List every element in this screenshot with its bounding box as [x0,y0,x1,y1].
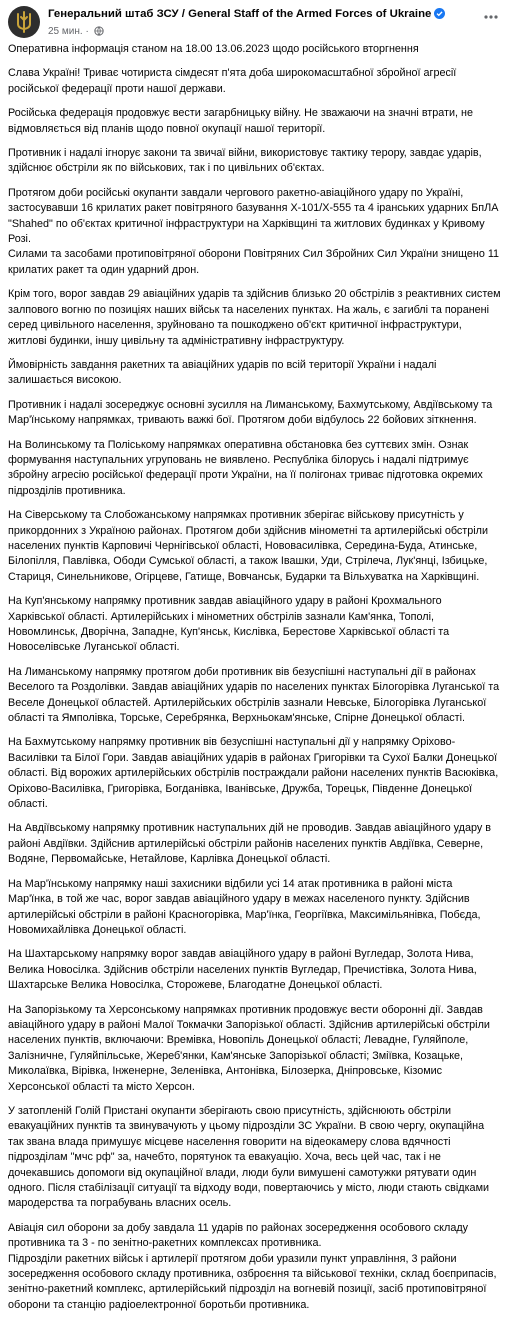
post-paragraph: На Сіверському та Слобожанському напрямках противник зберігає військову присутність у прикордонних з Україною районах. Протягом доби здійснив мінометні та артилерійські обстріли населених пунктів Карповичі Чернігівської області, Нововасилівка, Середина-Буда, Атинське, Білопілля, Павлівка, Ободи Сумської області, а також Івашки, Уди, Стрілеча, Лук'янці, Ізбицьке, Стариця, Синельникове, Огірцеве, Гатище, Вовчанськ, Бударки та Вільхуватка на Харківщині. [8,509,488,583]
post-meta [48,26,104,39]
globe-icon [94,26,104,39]
post-time[interactable]: 25 мин. · [48,26,89,37]
post-paragraph: На Бахмутському напрямку противник вів безуспішні наступальні дії у напрямку Оріхово-Василівки та Білої Гори. Завдав авіаційних ударів в районах Григорівки та Сухої Балки Донецької області. Від ворожих артилерійських обстрілів постраждали райони населених пунктів Васюківка, Оріхово-Василівка, Григорівка, Богданівка, Іванівське, Дружба, Торецьк, Південне Донецької області. [8,736,499,811]
post-paragraph: На Шахтарському напрямку ворог завдав авіаційного удару в районі Вугледар, Золота Нива, Велика Новосілка. Здійснив обстріли населених пунктів Вугледар, Пречистівка, Золота Нива, Шахтарське Велика Новосілка, Сторожеве, Благодатне Донецької області. [8,948,477,992]
post-paragraph: На Лиманському напрямку протягом доби противник вів безуспішні наступальні дії в районах Веселого та Роздолівки. Завдав авіаційних ударів по населених пунктах Білогорівка Луганської та Веселе Донецької областей. Артилерійських обстрілів зазнали Невське, Білогорівка Луганської області та Ямполівка, Торське, Серебрянка, Верхньокам'янське, Спірне Донецької області. [8,665,500,725]
post-paragraph: Слава Україні! Триває чотириста сімдесят п'ята доба широкомасштабної збройної агресії російської федерації проти нашої держави. [8,67,457,95]
verified-badge-icon [434,8,445,22]
post-paragraph: Оперативна інформація станом на 18.00 13.06.2023 щодо російського вторгнення [8,43,419,55]
post-paragraph: На Волинському та Поліському напрямках оперативна обстановка без суттєвих змін. Ознак формування наступальних угруповань не виявлено. Республіка білорусь і надалі підтримує збройну агресію російської федерації проти України, на її полігонах триває підготовка окремих підрозділів противника. [8,438,483,497]
page-avatar[interactable] [8,6,40,38]
post-header [8,6,501,40]
post-paragraph: Авіація сил оборони за добу завдала 11 ударів по районах зосередження особового складу противника та 3 - по зенітно-ракетних комплексах противника. Підрозділи ракетних військ і артилерії протягом доби уразили пункт управління, 3 райони зосередження особового складу противника, озброєння та військової техніки, склад боєприпасів, зенітно-ракетний комплекс, артилерійський підрозділ на вогневій позиції, засіб протиповітряної оборони та станцію радіоелектронної боротьби противника. [8,1221,497,1311]
post-paragraph: На Запорізькому та Херсонському напрямках противник продовжує вести оборонні дії. Завдав авіаційного удару в районі Малої Токмачки Запорізької області. Здійснив артилерійські обстріли населених пунктів, включаючи: Времівка, Новопіль Донецької області; Левадне, Гуляйполе, Залізничне, Гуляйпільське, Жереб'янки, Кам'янське Запорізької області; Зміївка, Козацьке, Миколаївка, Вірівка, Інженерне, Зеленівка, Антонівка, Білозерка, Дніпровське, Кізомис Херсонської області та місто Херсон. [8,1003,490,1093]
post-paragraph: На Авдіївському напрямку противник наступальних дій не проводив. Завдав авіаційного удару в районі Авдіївки. Здійснив артилерійські обстріли районів населених пунктів Авдіївка, Северне, Водяне, Первомайське, Нетайлове, Карлівка Донецької області. [8,822,491,866]
post-paragraph: Противник і надалі зосереджує основні зусилля на Лиманському, Бахмутському, Авдіївському та Мар'їнському напрямках, тривають важкі бої. Протягом доби відбулось 22 бойових зіткнення. [8,398,493,427]
more-options-button[interactable] [481,10,501,24]
post-paragraph: Крім того, ворог завдав 29 авіаційних ударів та здійснив близько 20 обстрілів з реактивних систем залпового вогню по позиціях наших військ та населених пунктах. На жаль, є загиблі та поранені серед цивільного населення, зруйновано та пошкоджено об'єкт критичної інфраструктури, житлові будинки, іншу цивільну та адміністративну інфраструктуру. [8,288,501,347]
more-options-icon [484,15,498,19]
post-body [8,42,501,1322]
post-paragraph: Противник і надалі ігнорує закони та звичаї війни, використовує тактику терору, завдає ударів, здійснює обстріли як по військових, так і по цивільних об'єктах. [8,147,482,175]
trident-emblem-icon [14,11,34,33]
author-name[interactable]: Генеральний штаб ЗСУ / General Staff of the Armed Forces of Ukraine [48,8,432,20]
post-paragraph: На Куп'янському напрямку противник завдав авіаційного удару в районі Крохмального Харківської області. Артилерійських і мінометних обстрілів зазнали Кам'янка, Тополі, Новомлинськ, Дворічна, Западне, Куп'янськ, Кислівка, Берестове Харківської області та Новоселівське Луганської області. [8,595,450,654]
post-author[interactable] [48,8,445,22]
post-paragraph: На Мар'їнському напрямку наші захисники відбили усі 14 атак противника в районі міста Мар'їнка, в той же час, ворог завдав авіаційного удару в межах населеного пункту. Здійснив артилерійські обстріли в районі Красногорівка, Мар'їнка, Георгіївка, Максимільянівка, Побєда, Новомихайлівка Донецької області. [8,877,481,936]
post-paragraph: Російська федерація продовжує вести загарбницьку війну. Не зважаючи на значні втрати, не відмовляється від планів щодо повної окупації нашої території. [8,107,473,135]
post-paragraph: Ймовірність завдання ракетних та авіаційних ударів по всій території України і надалі залишається високою. [8,358,437,387]
post-paragraph: Протягом доби російські окупанти завдали чергового ракетно-авіаційного удару по Україні, застосувавши 16 крилатих ракет повітряного базування Х-101/Х-555 та 4 іранських ударних БпЛА "Shahed" по об'єктах критичної інфраструктури на Харківщині та житлових будинках у Кривому Розі. Силами та засобами протиповітряної оборони Повітряних Сил Збройних Сил України знищено 11 крилатих ракет та один ударний дрон. [8,186,500,276]
post-paragraph: У затопленій Голій Пристані окупанти зберігають свою присутність, здійснюють обстріли евакуаційних пунктів та звинувачують у цьому підрозділи ЗС України. В свою чергу, окупаційна так звана влада примушує місцеве населення говорити на відеокамеру слова вдячності підрозділам "мчс рф" за, начебто, порятунок та евакуацію. Хоча, весь цей час, так і не дочекавшись допомоги від окупаційної влади, люди були вимушені самотужки рятувати один одного. Після стабілізації ситуації та відходу води, повертаючись у місто, люди стають свідками мародерства та пограбувань власних осель. [8,1104,490,1210]
